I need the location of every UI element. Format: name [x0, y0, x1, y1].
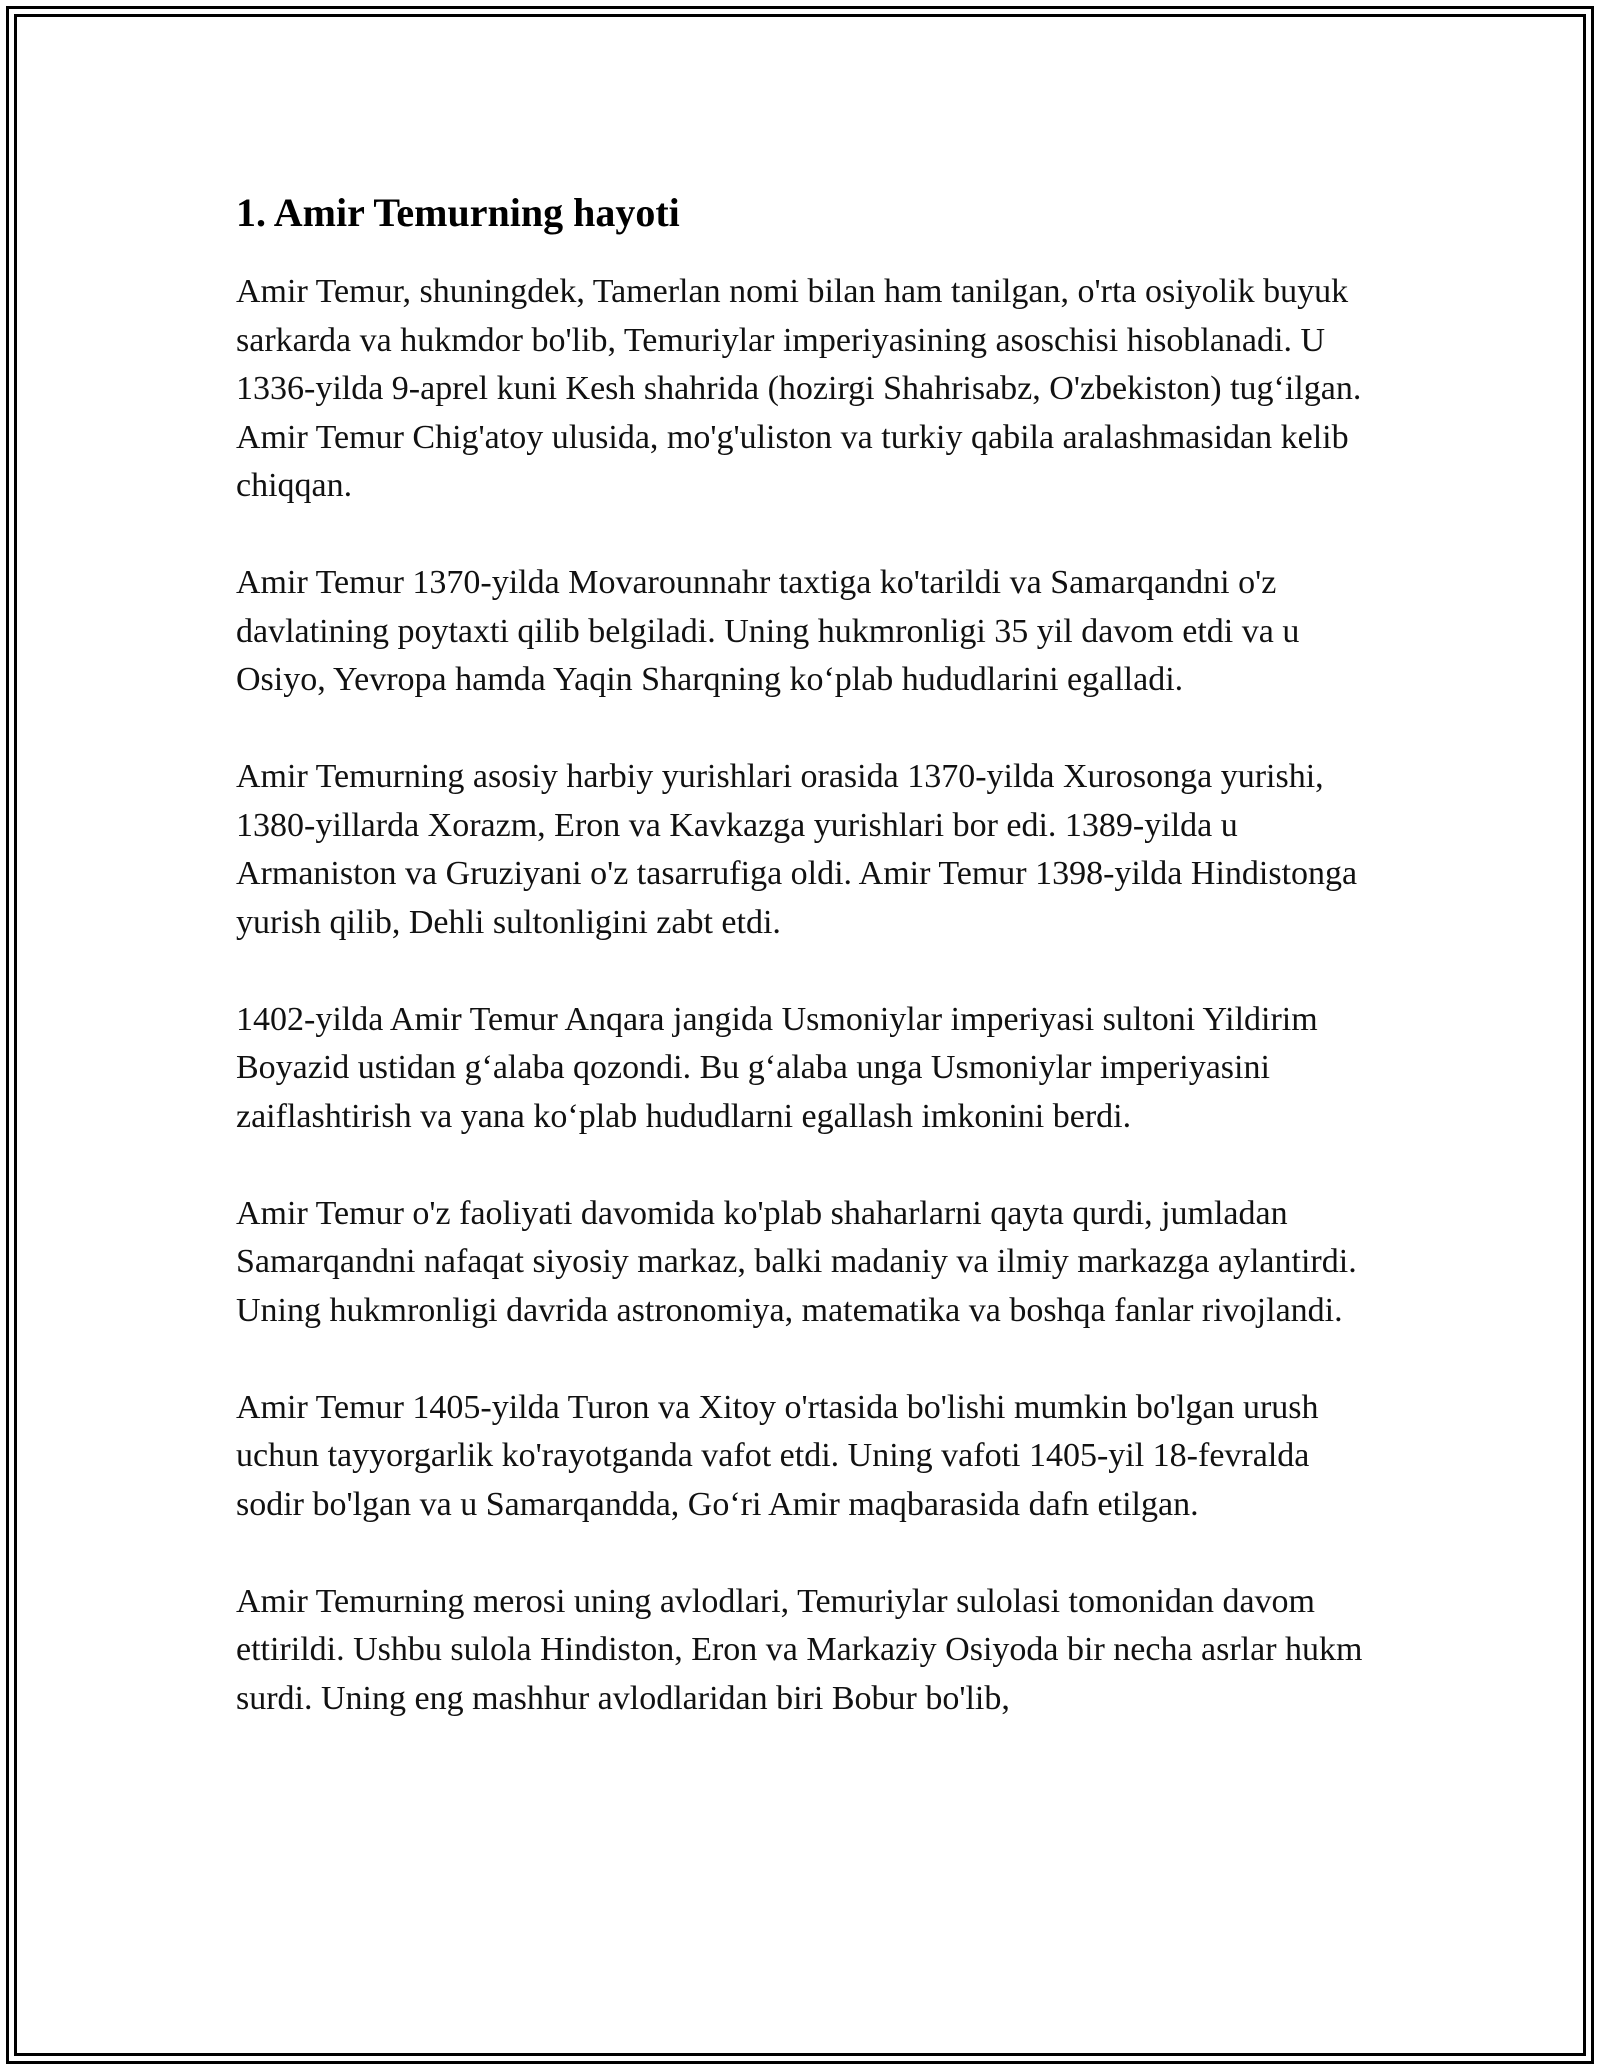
paragraph-6: Amir Temur 1405-yilda Turon va Xitoy o'rtasida bo'lishi mumkin bo'lgan urush uchun tayyorgarlik ko'rayotganda vafot etdi. Uning vafoti 1405-yil 18-fevralda sodir bo'lgan va u Samarqandda, Go‘ri Amir maqbarasida dafn etilgan.	[236, 1388, 1319, 1523]
paragraph-2: Amir Temur 1370-yilda Movarounnahr taxtiga ko'tarildi va Samarqandni o'z davlatining poytaxti qilib belgiladi. Uning hukmronligi 35 yil davom etdi va u Osiyo, Yevropa hamda Yaqin Sharqning ko‘plab hududlarini egalladi.	[236, 564, 1300, 698]
paragraph-4: 1402-yilda Amir Temur Anqara jangida Usmoniylar imperiyasi sultoni Yildirim Boyazid ustidan g‘alaba qozondi. Bu g‘alaba unga Usmoniylar imperiyasini zaiflashtirish va yana ko‘plab hududlarni egallash imkonini berdi.	[236, 1000, 1318, 1135]
paragraph-1: Amir Temur, shuningdek, Tamerlan nomi bilan ham tanilgan, o'rta osiyolik buyuk sarkarda va hukmdor bo'lib, Temuriylar imperiyasining asoschisi hisoblanadi. U 1336-yilda 9-aprel kuni Kesh shahrida (hozirgi Shahrisabz, O'zbekiston) tug‘ilgan. Amir Temur Chig'atoy ulusida, mo'g'uliston va turkiy qabila aralashmasidan kelib chiqqan.	[236, 273, 1362, 504]
paragraph-5: Amir Temur o'z faoliyati davomida ko'plab shaharlarni qayta qurdi, jumladan Samarqandni nafaqat siyosiy markaz, balki madaniy va ilmiy markazga aylantirdi. Uning hukmronligi davrida astronomiya, matematika va boshqa fanlar rivojlandi.	[236, 1194, 1357, 1329]
paragraph-7: Amir Temurning merosi uning avlodlari, Temuriylar sulolasi tomonidan davom ettirildi. Ushbu sulola Hindiston, Eron va Markaziy Osiyoda bir necha asrlar hukm surdi. Uning eng mashhur avlodlaridan biri Bobur bo'lib,	[236, 1582, 1363, 1717]
paragraph-3: Amir Temurning asosiy harbiy yurishlari orasida 1370-yilda Xurosonga yurishi, 1380-yillarda Xorazm, Eron va Kavkazga yurishlari bor edi. 1389-yilda u Armaniston va Gruziyani o'z tasarrufiga oldi. Amir Temur 1398-yilda Hindistonga yurish qilib, Dehli sultonligini zabt etdi.	[236, 758, 1358, 941]
document-body	[236, 188, 1376, 1772]
section-heading: 1. Amir Temurning hayoti	[236, 190, 680, 235]
